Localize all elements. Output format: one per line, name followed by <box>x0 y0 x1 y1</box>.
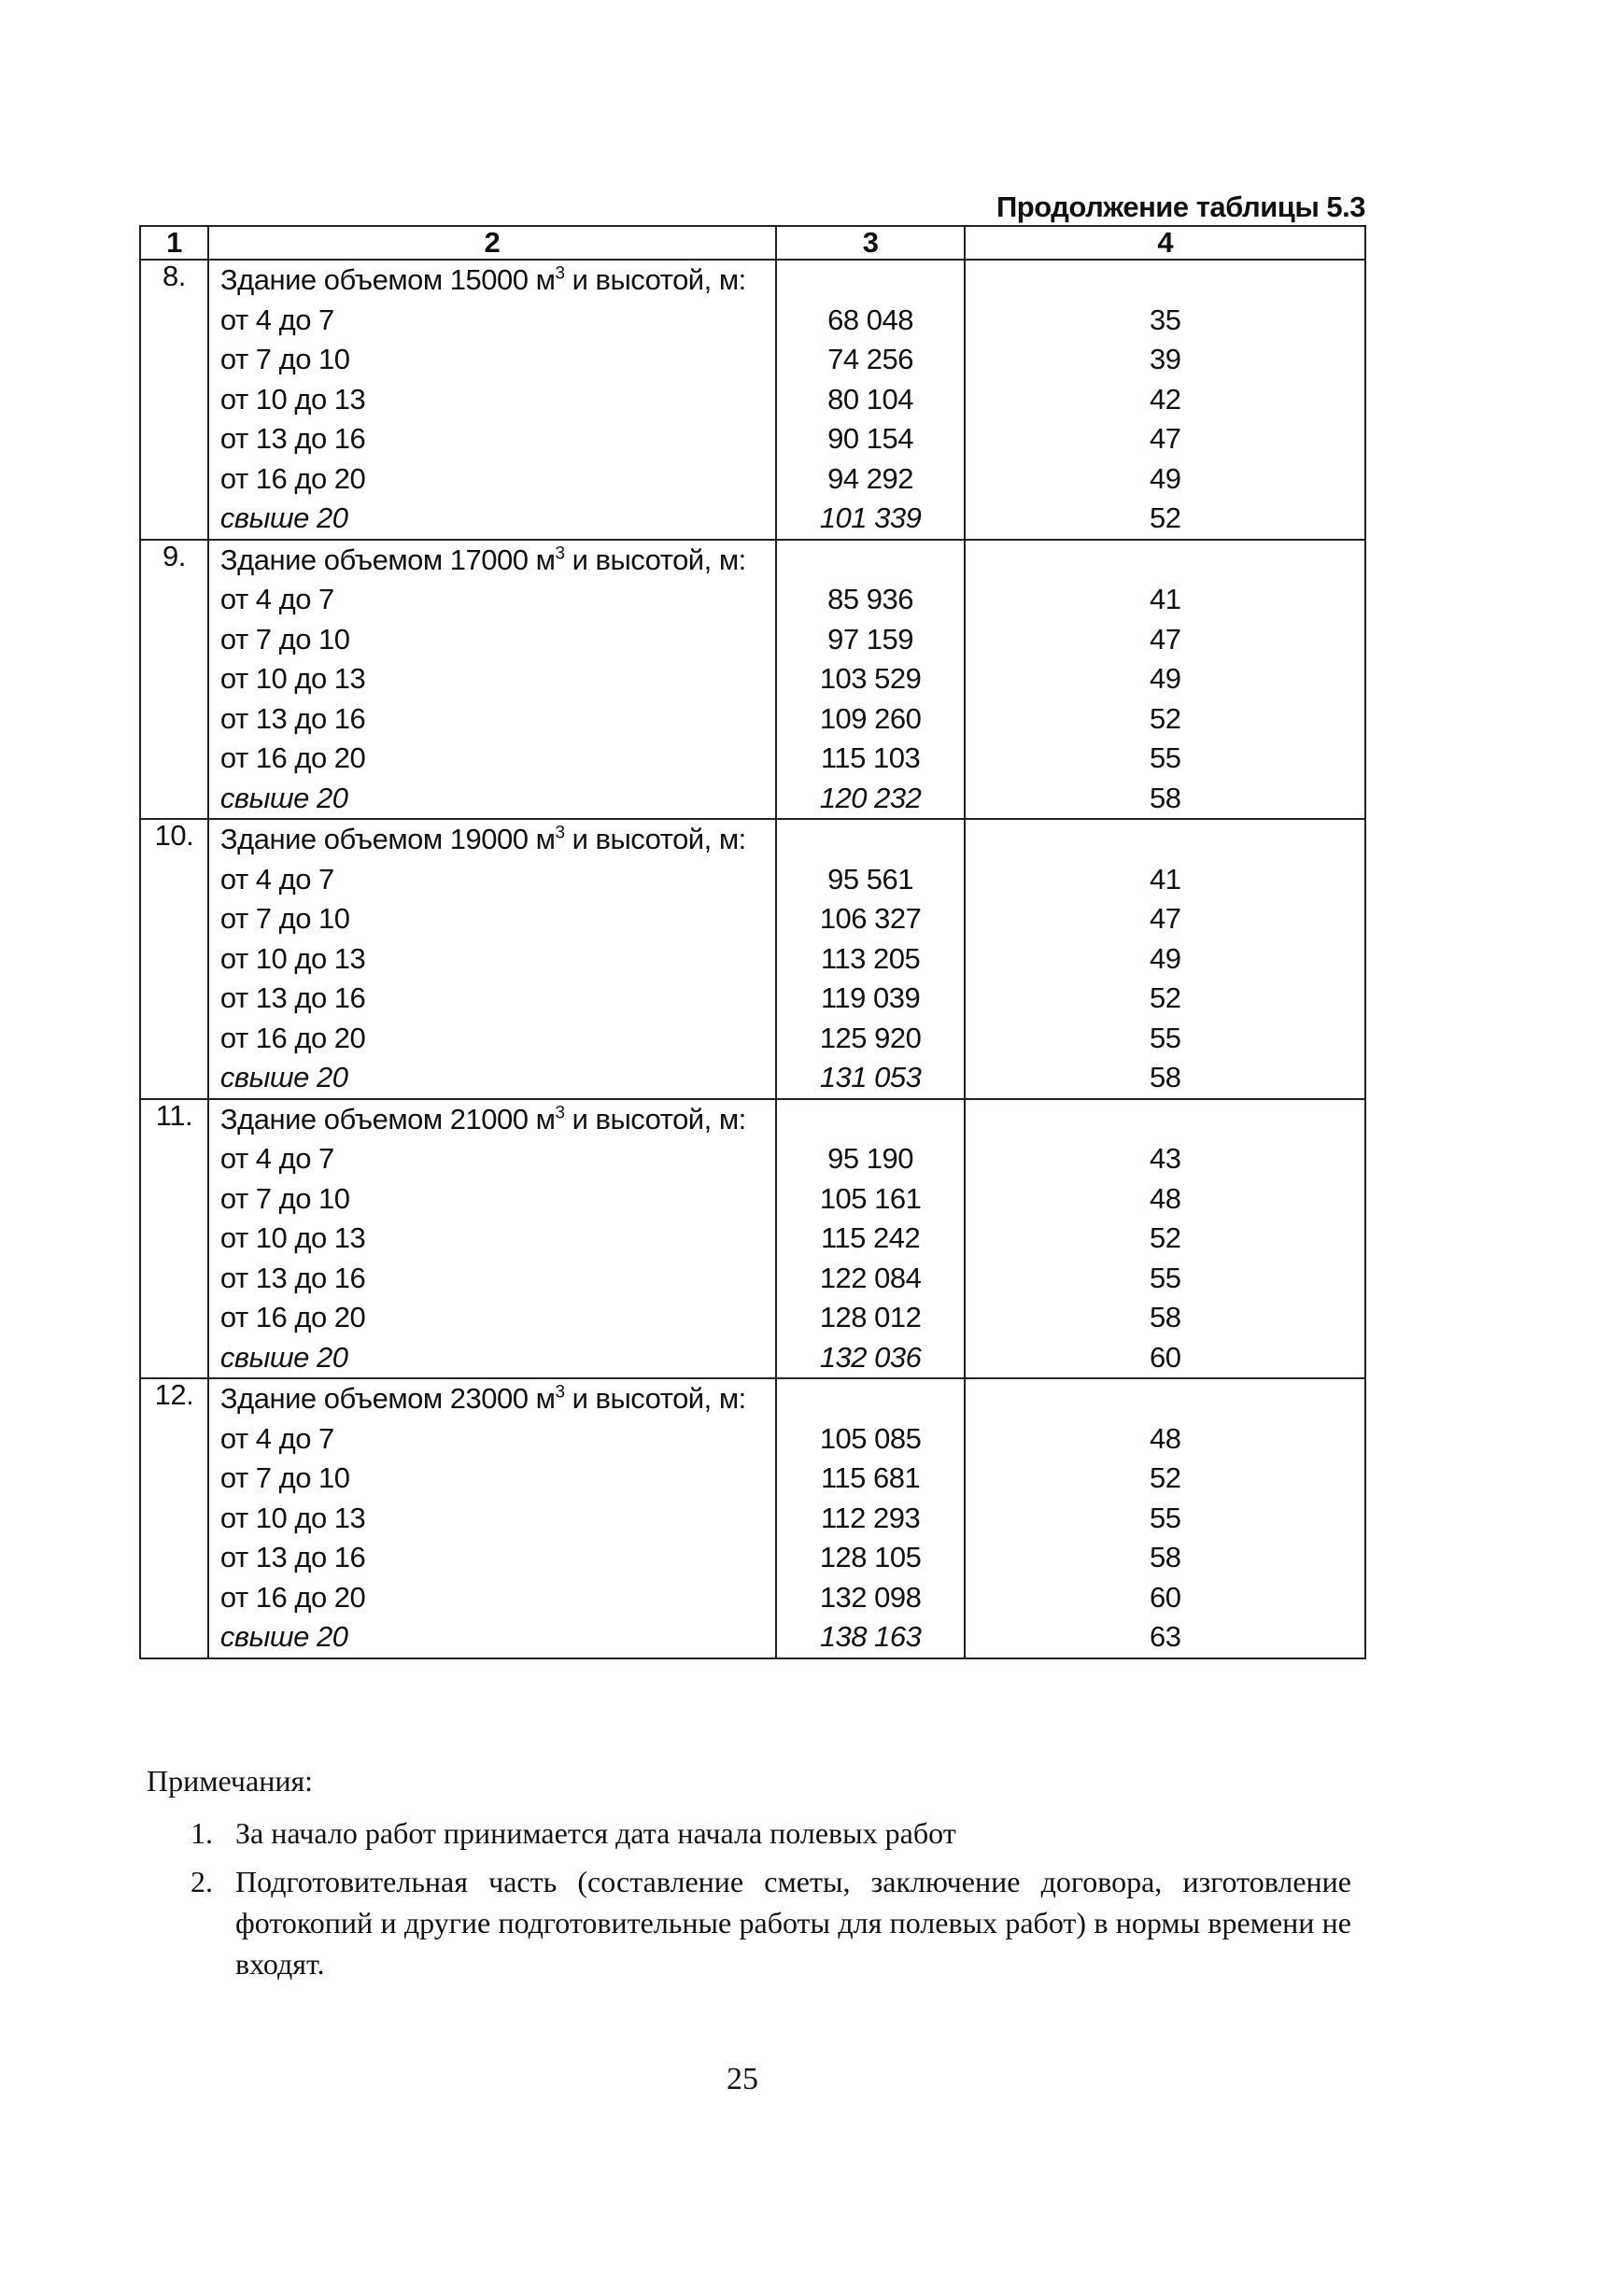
value-number: 115 681 <box>820 1461 921 1494</box>
unit-superscript: 3 <box>555 823 565 843</box>
column-header: 3 <box>776 226 966 260</box>
height-range: от 10 до 13 <box>219 382 366 416</box>
time-number: 55 <box>1149 1021 1181 1054</box>
time-cell <box>965 260 1365 540</box>
time-number: 49 <box>1149 461 1181 495</box>
value-number: 132 036 <box>819 1340 922 1374</box>
height-range: от 13 до 16 <box>219 1261 366 1294</box>
time-number: 52 <box>1149 981 1181 1014</box>
time-cell <box>965 1099 1365 1379</box>
height-range: от 4 до 7 <box>219 1421 334 1455</box>
unit-superscript: 3 <box>555 543 565 564</box>
time-number: 47 <box>1149 622 1181 656</box>
value-number: 119 039 <box>820 981 921 1014</box>
column-header: 2 <box>208 226 776 260</box>
description-cell <box>208 260 776 540</box>
group-title-tail: и высотой, м: <box>564 823 746 855</box>
item-number-cell <box>140 260 208 540</box>
height-range: от 10 до 13 <box>219 941 366 975</box>
note-text: За начало работ принимается дата начала полевых работ <box>235 1816 956 1850</box>
height-range: от 16 до 20 <box>219 1580 366 1614</box>
value-number: 128 012 <box>819 1301 922 1333</box>
group-title <box>209 1100 775 1140</box>
group-title-text: Здание объемом 19000 м <box>219 823 556 855</box>
height-range: от 13 до 16 <box>219 422 366 455</box>
value-number: 122 084 <box>819 1261 922 1294</box>
value-cell <box>776 1099 966 1379</box>
value-number: 106 327 <box>819 902 922 935</box>
value-number: 128 105 <box>819 1541 922 1573</box>
group-title-tail: и высотой, м: <box>564 543 746 576</box>
time-number: 47 <box>1149 902 1181 935</box>
height-range: свыше 20 <box>219 1061 348 1093</box>
group-title-tail: и высотой, м: <box>564 1102 746 1136</box>
norms-table <box>139 225 1366 1659</box>
time-number: 52 <box>1149 1221 1181 1254</box>
note-number: 1. <box>191 1816 213 1850</box>
group-title-text: Здание объемом 23000 м <box>219 1382 556 1415</box>
table-group-row <box>140 1099 1365 1379</box>
height-range: свыше 20 <box>219 501 348 534</box>
height-range: от 4 до 7 <box>219 862 334 896</box>
item-number-cell <box>140 819 208 1099</box>
time-number: 52 <box>1149 1461 1181 1494</box>
value-number: 132 098 <box>819 1580 922 1614</box>
column-header: 4 <box>965 226 1365 260</box>
time-number: 49 <box>1149 941 1181 975</box>
time-number: 58 <box>1149 1061 1181 1093</box>
value-number: 131 053 <box>819 1061 922 1093</box>
value-number: 97 159 <box>827 622 913 656</box>
height-range: от 7 до 10 <box>219 902 350 935</box>
unit-superscript: 3 <box>555 1103 565 1123</box>
time-number: 35 <box>1149 303 1181 336</box>
value-number: 68 048 <box>827 303 913 336</box>
value-number: 120 232 <box>819 781 922 814</box>
note-item <box>147 1813 1351 1854</box>
value-number: 95 190 <box>827 1142 913 1175</box>
height-range: от 16 до 20 <box>219 1301 366 1333</box>
time-number: 52 <box>1149 501 1181 534</box>
table-group-row <box>140 819 1365 1099</box>
item-number: 12. <box>154 1378 194 1411</box>
value-number: 74 256 <box>827 343 913 375</box>
height-range: от 13 до 16 <box>219 1541 366 1573</box>
time-number: 58 <box>1149 1301 1181 1333</box>
time-number: 55 <box>1149 1501 1181 1534</box>
value-number: 112 293 <box>820 1501 921 1534</box>
item-number-cell <box>140 540 208 820</box>
description-cell <box>208 819 776 1099</box>
time-number: 47 <box>1149 422 1181 455</box>
height-range: от 13 до 16 <box>219 701 366 735</box>
time-number: 41 <box>1149 862 1181 896</box>
height-range: от 16 до 20 <box>219 741 366 774</box>
value-number: 94 292 <box>827 461 913 495</box>
height-range: от 7 до 10 <box>219 1181 350 1215</box>
value-number: 95 561 <box>827 862 913 896</box>
time-number: 58 <box>1149 781 1181 814</box>
value-number: 105 085 <box>819 1421 922 1455</box>
item-number-cell <box>140 1378 208 1658</box>
time-number: 63 <box>1149 1620 1181 1653</box>
time-number: 43 <box>1149 1142 1181 1175</box>
value-number: 125 920 <box>819 1021 922 1054</box>
value-number: 138 163 <box>819 1620 922 1653</box>
value-number: 101 339 <box>819 501 922 534</box>
note-number: 2. <box>191 1865 213 1898</box>
time-number: 39 <box>1149 343 1181 375</box>
time-cell <box>965 540 1365 820</box>
item-number: 9. <box>162 539 186 572</box>
item-number: 10. <box>154 819 194 852</box>
height-range: от 7 до 10 <box>219 1461 350 1494</box>
time-number: 58 <box>1149 1541 1181 1573</box>
group-title-tail: и высотой, м: <box>564 263 746 296</box>
note-text: Подготовительная часть (составление сметы, заключение договора, изготовление фотокопий и другие подготовительные работы для полевых работ) в нормы времени не входят. <box>235 1865 1351 1981</box>
height-range: свыше 20 <box>219 781 348 814</box>
height-range: свыше 20 <box>219 1620 348 1653</box>
notes-title: Примечания: <box>147 1764 314 1798</box>
value-number: 113 205 <box>820 941 921 975</box>
unit-superscript: 3 <box>555 263 565 284</box>
time-cell <box>965 819 1365 1099</box>
table-caption: Продолжение таблицы 5.3 <box>996 190 1365 223</box>
height-range: от 7 до 10 <box>219 343 350 375</box>
time-cell <box>965 1378 1365 1658</box>
time-number: 52 <box>1149 701 1181 735</box>
group-title <box>209 820 775 860</box>
height-range: от 4 до 7 <box>219 1142 334 1175</box>
time-number: 60 <box>1149 1340 1181 1374</box>
height-range: от 4 до 7 <box>219 303 334 336</box>
unit-superscript: 3 <box>555 1382 565 1403</box>
table-group-row <box>140 540 1365 820</box>
notes-section <box>147 1760 1351 1992</box>
value-number: 103 529 <box>819 662 922 695</box>
height-range: от 7 до 10 <box>219 622 350 656</box>
time-number: 48 <box>1149 1421 1181 1455</box>
value-number: 85 936 <box>827 583 913 615</box>
table-header-row <box>140 226 1365 260</box>
table-group-row <box>140 260 1365 540</box>
page-number: 25 <box>727 2062 758 2096</box>
value-number: 80 104 <box>827 382 913 416</box>
time-number: 42 <box>1149 382 1181 416</box>
time-number: 60 <box>1149 1580 1181 1614</box>
value-number: 115 103 <box>820 741 921 774</box>
item-number-cell <box>140 1099 208 1379</box>
height-range: от 10 до 13 <box>219 1221 366 1254</box>
height-range: от 10 до 13 <box>219 1501 366 1534</box>
description-cell <box>208 1378 776 1658</box>
value-number: 115 242 <box>820 1221 921 1254</box>
height-range: от 10 до 13 <box>219 662 366 695</box>
value-cell <box>776 1378 966 1658</box>
value-cell <box>776 540 966 820</box>
time-number: 55 <box>1149 741 1181 774</box>
time-number: 41 <box>1149 583 1181 615</box>
group-title <box>209 1379 775 1419</box>
group-title-text: Здание объемом 17000 м <box>219 543 556 576</box>
value-cell <box>776 260 966 540</box>
group-title-tail: и высотой, м: <box>564 1382 746 1415</box>
table-group-row <box>140 1378 1365 1658</box>
time-number: 49 <box>1149 662 1181 695</box>
note-item <box>147 1861 1351 1984</box>
description-cell <box>208 1099 776 1379</box>
group-title <box>209 261 775 301</box>
height-range: от 4 до 7 <box>219 583 334 615</box>
column-header: 1 <box>140 226 208 260</box>
time-number: 55 <box>1149 1261 1181 1294</box>
value-number: 105 161 <box>819 1181 922 1215</box>
height-range: от 13 до 16 <box>219 981 366 1014</box>
description-cell <box>208 540 776 820</box>
item-number: 8. <box>162 260 186 292</box>
height-range: от 16 до 20 <box>219 1021 366 1054</box>
value-number: 109 260 <box>819 701 922 735</box>
value-cell <box>776 819 966 1099</box>
group-title-text: Здание объемом 21000 м <box>219 1102 556 1136</box>
item-number: 11. <box>155 1098 193 1132</box>
height-range: свыше 20 <box>219 1340 348 1374</box>
height-range: от 16 до 20 <box>219 461 366 495</box>
time-number: 48 <box>1149 1181 1181 1215</box>
group-title <box>209 541 775 581</box>
group-title-text: Здание объемом 15000 м <box>219 263 556 296</box>
value-number: 90 154 <box>827 422 913 455</box>
